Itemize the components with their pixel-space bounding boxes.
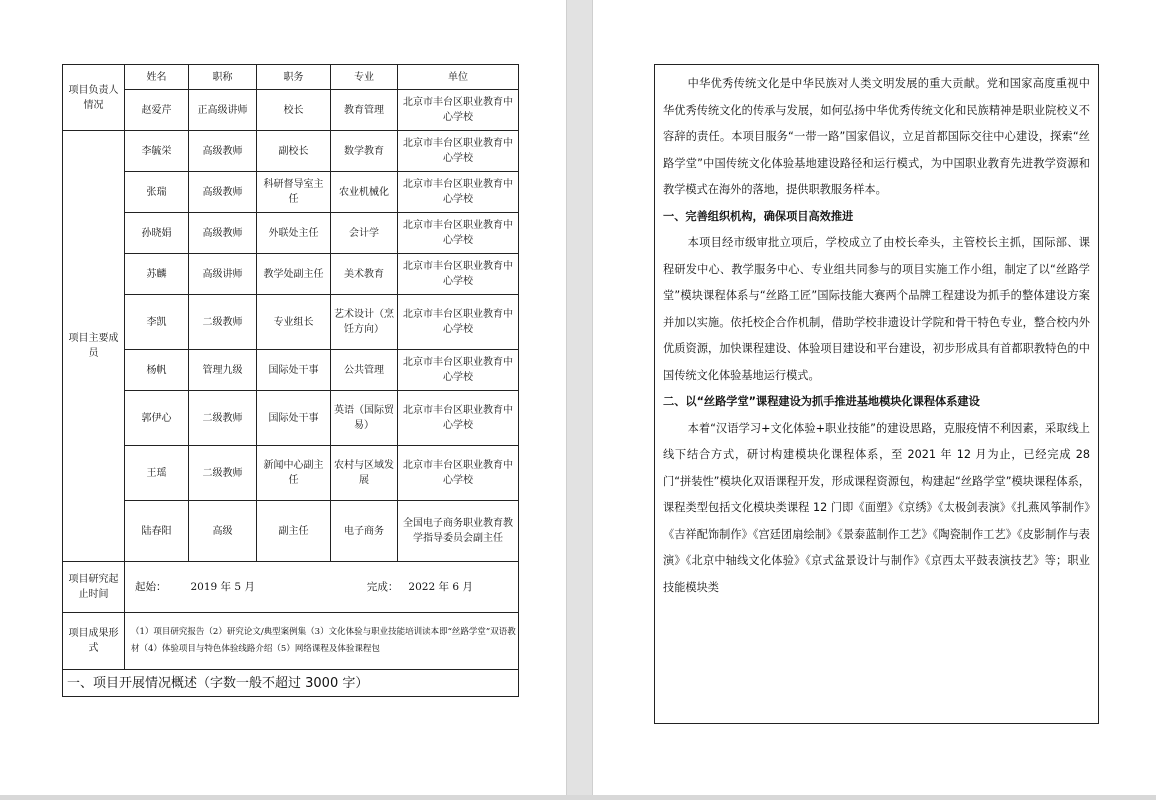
member-major-cell: 艺术设计（烹饪方向） [331, 295, 398, 350]
end-label: 完成： [366, 580, 399, 593]
member-position-cell: 国际处干事 [257, 350, 331, 391]
member-title-cell: 二级教师 [189, 446, 257, 501]
summary-heading-cell: 一、项目开展情况概述（字数一般不超过 3000 字） [63, 670, 519, 697]
member-unit-cell: 北京市丰台区职业教育中心学校 [398, 295, 519, 350]
section-heading: 一、完善组织机构，确保项目高效推进 [663, 209, 854, 223]
time-value-cell [125, 562, 519, 613]
page-gutter [566, 0, 593, 800]
header-cell: 职务 [257, 65, 331, 90]
member-unit-cell: 全国电子商务职业教育教学指导委员会副主任 [398, 501, 519, 562]
member-name-cell: 李毓栄 [125, 131, 189, 172]
leader-unit-cell: 北京市丰台区职业教育中心学校 [398, 90, 519, 131]
member-name-cell: 陆春阳 [125, 501, 189, 562]
header-cell: 姓名 [125, 65, 189, 90]
viewer-bottom-edge [0, 795, 1156, 800]
leader-label-cell: 项目负责人情况 [63, 65, 125, 131]
member-major-cell: 电子商务 [331, 501, 398, 562]
project-overview-textbox [654, 64, 1099, 724]
member-position-cell: 国际处干事 [257, 391, 331, 446]
member-name-cell: 李凯 [125, 295, 189, 350]
member-major-cell: 会计学 [331, 213, 398, 254]
member-title-cell: 管理九级 [189, 350, 257, 391]
member-position-cell: 副校长 [257, 131, 331, 172]
member-name-cell: 王瑶 [125, 446, 189, 501]
time-label-cell: 项目研究起止时间 [63, 562, 125, 613]
member-major-cell: 农业机械化 [331, 172, 398, 213]
member-title-cell: 二级教师 [189, 391, 257, 446]
body-paragraph: 本项目经市级审批立项后，学校成立了由校长牵头，主管校长主抓，国际部、课程研发中心、教学服务中心、专业组共同参与的项目实施工作小组，制定了以“丝路学堂”模块课程体系与“丝路工匠”国际技能大赛两个品牌工程建设为抓手的整体建设方案并加以实施。依托校企合作机制，借助学校非遗设计学院和骨干特色专业，整合校内外优质资源，加快课程建设、体验项目建设和平台建设，初步形成具有首都职教特色的中国传统文化体验基地运行模式。 [663, 236, 1090, 382]
body-paragraph: 本着“汉语学习+文化体验+职业技能”的建设思路，克服疫情不利因素，采取线上线下结合方式，研讨构建模块化课程体系，至 2021 年 12 月为止，已经完成 28 门“拼装性”模块化双语课程开发，形成课程资源包，构建起“丝路学堂”模块课程体系，课程类型包括文化模块类课程 12 门即《面塑》《京绣》《太极剑表演》《扎燕风筝制作》《吉祥配饰制作》《宫廷团扇绘制》《景泰蓝制作工艺》《陶瓷制作工艺》《皮影制作与表演》《北京中轴线文化体验》《京式盆景设计与制作》《京西太平鼓表演技艺》等；职业技能模块类 [663, 421, 1090, 594]
member-position-cell: 专业组长 [257, 295, 331, 350]
member-name-cell: 郭伊心 [125, 391, 189, 446]
member-position-cell: 科研督导室主任 [257, 172, 331, 213]
member-title-cell: 高级教师 [189, 213, 257, 254]
member-unit-cell: 北京市丰台区职业教育中心学校 [398, 446, 519, 501]
member-position-cell: 教学处副主任 [257, 254, 331, 295]
member-position-cell: 副主任 [257, 501, 331, 562]
member-major-cell: 英语（国际贸易） [331, 391, 398, 446]
member-unit-cell: 北京市丰台区职业教育中心学校 [398, 254, 519, 295]
result-label-cell: 项目成果形式 [63, 613, 125, 670]
header-cell: 职称 [189, 65, 257, 90]
start-label: 起始： [135, 580, 167, 593]
leader-position-cell: 校长 [257, 90, 331, 131]
member-name-cell: 张瑞 [125, 172, 189, 213]
leader-title-cell: 正高级讲师 [189, 90, 257, 131]
body-paragraph: 中华优秀传统文化是中华民族对人类文明发展的重大贡献。党和国家高度重视中华优秀传统文化的传承与发展，如何弘扬中华优秀传统文化和民族精神是职业院校义不容辞的责任。本项目服务“一带一路”国家倡议，立足首都国际交往中心建设，探索“丝路学堂”中国传统文化体验基地建设路径和运行模式，为中国职业教育先进教学资源和教学模式在海外的落地，提供职教服务样本。 [663, 77, 1090, 196]
end-value: 2022 年 6 月 [408, 580, 473, 593]
member-title-cell: 高级讲师 [189, 254, 257, 295]
member-title-cell: 高级教师 [189, 131, 257, 172]
result-text-cell: （1）项目研究报告（2）研究论文/典型案例集（3）文化体验与职业技能培训读本即“丝路学堂”双语教材（4）体验项目与特色体验线路介绍（5）网络课程及体验课程包 [125, 613, 519, 670]
leader-major-cell: 教育管理 [331, 90, 398, 131]
member-position-cell: 外联处主任 [257, 213, 331, 254]
members-label-cell: 项目主要成员 [63, 131, 125, 562]
member-unit-cell: 北京市丰台区职业教育中心学校 [398, 131, 519, 172]
project-info-table [62, 64, 519, 697]
member-unit-cell: 北京市丰台区职业教育中心学校 [398, 391, 519, 446]
leader-name-cell: 赵爱芹 [125, 90, 189, 131]
member-unit-cell: 北京市丰台区职业教育中心学校 [398, 350, 519, 391]
member-title-cell: 高级教师 [189, 172, 257, 213]
member-unit-cell: 北京市丰台区职业教育中心学校 [398, 213, 519, 254]
start-value: 2019 年 5 月 [190, 580, 255, 593]
member-major-cell: 美术教育 [331, 254, 398, 295]
member-position-cell: 新闻中心副主任 [257, 446, 331, 501]
member-unit-cell: 北京市丰台区职业教育中心学校 [398, 172, 519, 213]
header-cell: 单位 [398, 65, 519, 90]
header-cell: 专业 [331, 65, 398, 90]
member-major-cell: 农村与区域发展 [331, 446, 398, 501]
right-page [593, 0, 1156, 795]
member-title-cell: 二级教师 [189, 295, 257, 350]
section-heading: 二、以“丝路学堂”课程建设为抓手推进基地模块化课程体系建设 [663, 395, 980, 408]
member-major-cell: 公共管理 [331, 350, 398, 391]
member-name-cell: 孙晓娟 [125, 213, 189, 254]
left-page [0, 0, 566, 795]
member-name-cell: 杨帆 [125, 350, 189, 391]
member-name-cell: 苏麟 [125, 254, 189, 295]
member-major-cell: 数学教育 [331, 131, 398, 172]
member-title-cell: 高级 [189, 501, 257, 562]
